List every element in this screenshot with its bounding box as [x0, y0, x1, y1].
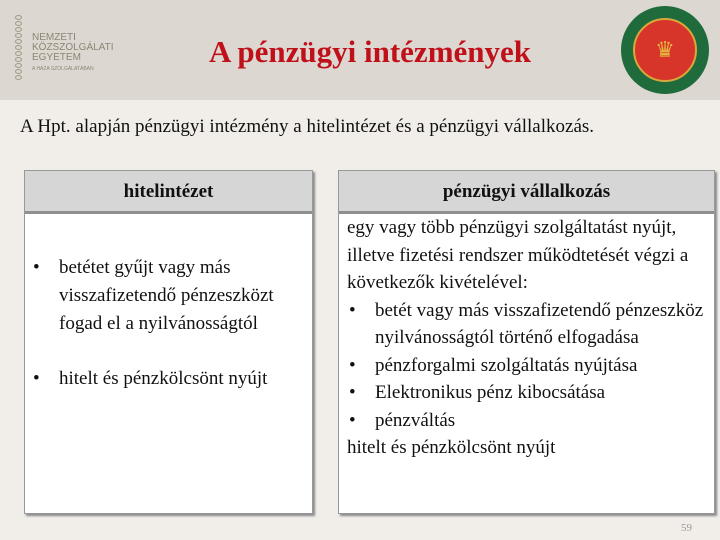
- slide-title: A pénzügyi intézmények: [208, 34, 532, 69]
- logo-subtitle: A HAZA SZOLGÁLATÁBAN: [32, 66, 94, 72]
- list-item: • betétet gyűjt vagy más visszafizetendő pénzeszközt fogad el a nyilvánosságtól: [33, 254, 302, 338]
- list-item: • betét vagy más visszafizetendő pénzeszköz nyilvánosságtól történő elfogadása: [347, 297, 706, 352]
- financial-enterprise-box: [338, 170, 715, 514]
- credit-institution-box: [24, 170, 313, 514]
- intro-text: A Hpt. alapján pénzügyi intézmény a hitelintézet és a pénzügyi vállalkozás.: [20, 116, 595, 137]
- list-item: • pénzváltás: [347, 407, 706, 435]
- tail-text: hitelt és pénzkölcsönt nyújt: [347, 437, 556, 458]
- list-item: • pénzforgalmi szolgáltatás nyújtása: [347, 352, 706, 380]
- lead-text: egy vagy több pénzügyi szolgáltatást nyújt, illetve fizetési rendszer működtetését végzi a következők kivételével:: [347, 217, 689, 293]
- logo-line: NEMZETI: [32, 32, 76, 43]
- box-heading: pénzügyi vállalkozás: [339, 171, 714, 214]
- list-item: • hitelt és pénzkölcsönt nyújt: [33, 365, 302, 393]
- list-item: • Elektronikus pénz kibocsátása: [347, 379, 706, 407]
- page-number: 59: [681, 522, 692, 534]
- logo-line: EGYETEM: [32, 52, 81, 63]
- box-heading: hitelintézet: [25, 171, 312, 214]
- university-seal-icon: ♛: [621, 6, 709, 94]
- header-band: [0, 0, 720, 100]
- logo-line: KÖZSZOLGÁLATI: [32, 42, 114, 53]
